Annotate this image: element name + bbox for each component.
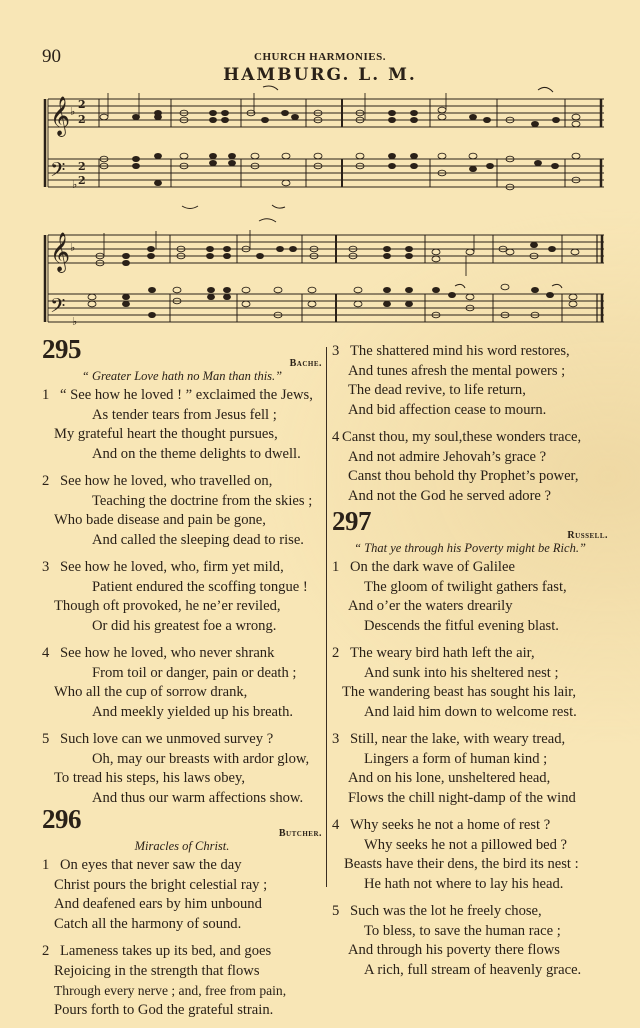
tune-title: HAMBURG. L. M.: [223, 65, 417, 85]
music-score: [0, 0, 640, 340]
svg-text:♭: ♭: [70, 105, 76, 118]
verse: 3 Still, near the lake, with weary tread, Lingers a form of human kind ; And on his lone, unsheltered head, Flows the chill night-damp of the wind: [332, 731, 576, 806]
verse: 5 Such was the lot he freely chose, To bless, to save the human race ; And through his poverty there flows A rich, full stream of heavenly grace.: [332, 903, 582, 978]
hymn-number: 295: [42, 334, 81, 364]
svg-text:♭: ♭: [72, 178, 78, 191]
hymn-subtitle: Miracles of Christ.: [134, 839, 230, 853]
verse: 2 The weary bird hath left the air, And sunk into his sheltered nest ; The wandering beast has sought his lair, And laid him down to welcome rest.: [332, 645, 577, 720]
verse: 1 On the dark wave of Galilee The gloom of twilight gathers fast, And o’er the waters drearily Descends the fitful evening blast.: [332, 559, 567, 634]
verse: 3 The shattered mind his word restores, And tunes afresh the mental powers ; The dead revive, to life return, And bid affection cease to mourn.: [332, 343, 570, 418]
verse: 4 Why seeks he not a home of rest ? Why seeks he not a pillowed bed ? Beasts have their dens, the bird its nest : He hath not where to lay his head.: [332, 817, 579, 892]
hymn-number: 297: [332, 506, 371, 536]
tune-name: Bache.: [289, 358, 322, 369]
notes-system-1-treble: [100, 93, 580, 127]
verse: 4 Canst thou, my soul,these wonders trace, And not admire Jehovah’s grace ? Canst thou behold thy Prophet’s power, And not the God he served adore ?: [332, 429, 582, 504]
svg-text:𝄢: 𝄢: [50, 294, 66, 322]
staff-lines: [48, 99, 604, 322]
hymn-number: 296: [42, 804, 81, 834]
verse: 5 Such love can we unmoved survey ? Oh, may our breasts with ardor glow, To tread his steps, his laws obey, And thus our warm affections show.: [42, 731, 310, 806]
svg-text:𝄞: 𝄞: [50, 232, 71, 272]
hymn-295: [40, 334, 324, 808]
verse: 1 On eyes that never saw the day Christ pours the bright celestial ray ; And deafened ears by him unbound Catch all the harmony of sound.: [42, 857, 268, 932]
svg-text:2: 2: [78, 174, 86, 187]
hymn-subtitle: “ That ye through his Poverty might be Rich.”: [354, 541, 586, 555]
svg-text:♭: ♭: [70, 241, 76, 254]
verse: 2 Lameness takes up its bed, and goes Rejoicing in the strength that flows Through every nerve ; and, free from pain, Pours forth to God the grateful strain.: [42, 943, 287, 1018]
running-head: CHURCH HARMONIES.: [254, 51, 386, 63]
verse: 2 See how he loved, who travelled on, Teaching the doctrine from the skies ; Who bade disease and pain be gone, And called the sleeping dead to rise.: [42, 473, 313, 548]
svg-text:2: 2: [78, 113, 86, 126]
svg-text:♭: ♭: [72, 315, 78, 328]
hymn-296: [40, 804, 324, 1020]
hymn-297: [330, 506, 610, 980]
bass-clef-icon: 𝄢: [50, 158, 66, 186]
svg-text:2: 2: [78, 160, 86, 173]
verse: 3 See how he loved, who, firm yet mild, Patient endured the scoffing tongue ! Though oft provoked, he ne’er reviled, Or did his greatest foe a wrong.: [42, 559, 308, 634]
column-divider: [326, 347, 327, 887]
tune-name: Butcher.: [278, 828, 322, 839]
right-column: [330, 342, 610, 988]
treble-clef-icon: 𝄞: [50, 96, 71, 136]
notes-system-2-treble: [96, 230, 579, 276]
verse: 4 See how he loved, who never shrank From toil or danger, pain or death ; Who all the cup of sorrow drank, And meekly yielded up his breath.: [42, 645, 297, 720]
page-number: 90: [42, 46, 61, 67]
left-column: [40, 334, 324, 1028]
svg-text:2: 2: [78, 98, 86, 111]
verse: 1 “ See how he loved ! ” exclaimed the Jews, As tender tears from Jesus fell ; My grateful heart the thought pursues, And on the theme delights to dwell.: [42, 387, 313, 462]
hymn-subtitle: “ Greater Love hath no Man than this.”: [81, 369, 283, 383]
tune-name: Russell.: [567, 530, 608, 541]
